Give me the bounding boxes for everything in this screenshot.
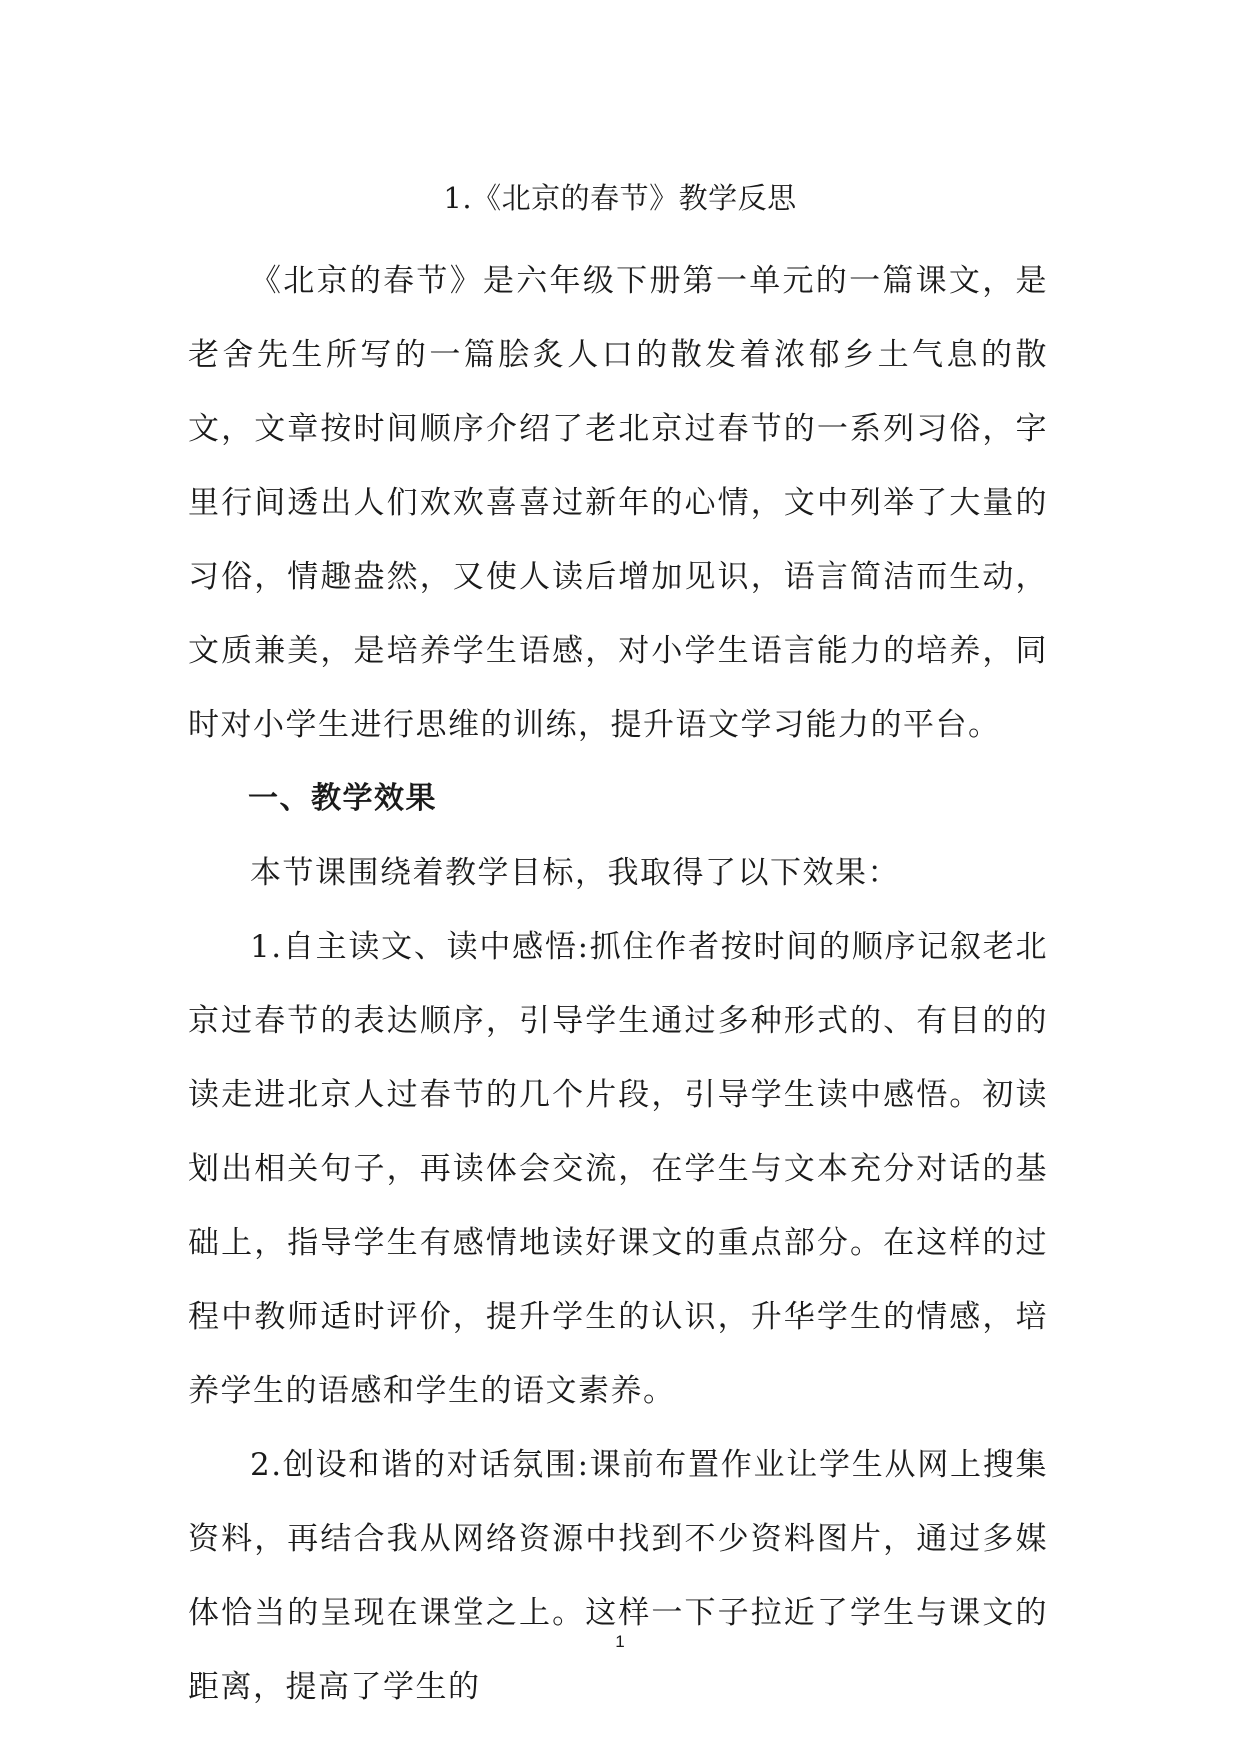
document-title: 1.《北京的春节》教学反思 [443,181,797,215]
intro-paragraph: 《北京的春节》是六年级下册第一单元的一篇课文，是老舍先生所写的一篇脍炙人口的散发着浓郁乡土气息的散文，文章按时间顺序介绍了老北京过春节的一系列习俗，字里行间透出人们欢欢喜喜过新年的心情，文中列举了大量的习俗，情趣盎然，又使人读后增加见识，语言简洁而生动，文质兼美，是培养学生语感，对小学生语言能力的培养，同时对小学生进行思维的训练，提升语文学习能力的平台。 [188,263,1048,743]
point-1-paragraph: 1.自主读文、读中感悟:抓住作者按时间的顺序记叙老北京过春节的表达顺序，引导学生通过多种形式的、有目的的读走进北京人过春节的几个片段，引导学生读中感悟。初读划出相关句子，再读体会交流，在学生与文本充分对话的基础上，指导学生有感情地读好课文的重点部分。在这样的过程中教师适时评价，提升学生的认识，升华学生的情感，培养学生的语感和学生的语文素养。 [188,929,1048,1409]
page-number: 1 [615,1632,625,1651]
document-body [188,244,1048,1724]
section-heading-teaching-effect: 一、教学效果 [248,781,437,816]
summary-paragraph: 本节课围绕着教学目标，我取得了以下效果： [250,855,900,891]
point-2-paragraph: 2.创设和谐的对话氛围:课前布置作业让学生从网上搜集资料，再结合我从网络资源中找到不少资料图片，通过多媒体恰当的呈现在课堂之上。这样一下子拉近了学生与课文的距离，提高了学生的 [188,1447,1048,1705]
